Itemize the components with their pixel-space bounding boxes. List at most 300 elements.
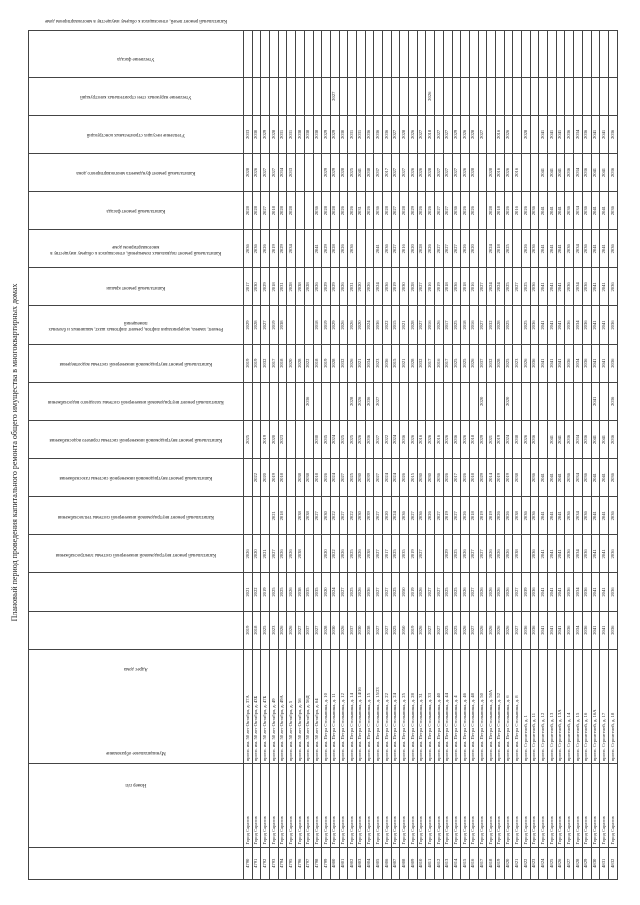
row-address: просп. им. Петра Столыпина, д. 24 bbox=[391, 649, 400, 763]
row-year-cell: 2041 bbox=[600, 611, 609, 649]
row-year-cell: 2041 bbox=[313, 230, 322, 268]
row-year-cell bbox=[287, 497, 296, 535]
header-work-10: Капитальный ремонт фундамента многоквартирного дома bbox=[29, 230, 244, 268]
table-row bbox=[417, 31, 426, 880]
row-year-cell: 2028 bbox=[400, 192, 409, 230]
row-year-cell: 2027 bbox=[513, 573, 522, 611]
row-year-cell: 2041 bbox=[600, 459, 609, 497]
row-year-cell: 2024 bbox=[330, 573, 339, 611]
row-address: просп. им. Петра Столыпина, д. 50А bbox=[487, 649, 496, 763]
row-year-cell: 2026 bbox=[487, 535, 496, 573]
row-year-cell bbox=[296, 31, 305, 78]
row-year-cell: 2025 bbox=[391, 611, 400, 649]
row-number: 4795 bbox=[287, 847, 296, 879]
row-year-cell: 2041 bbox=[556, 192, 565, 230]
row-year-cell bbox=[391, 31, 400, 78]
header-address: Адрес дома bbox=[29, 649, 244, 763]
row-year-cell bbox=[244, 77, 253, 115]
header-work-4: Капитальный ремонт внутридомовой инженерной системы холодного водоснабжения bbox=[29, 459, 244, 497]
row-year-cell: 2022 bbox=[383, 420, 392, 458]
row-year-cell: 2029 bbox=[443, 535, 452, 573]
row-year-cell: 2027 bbox=[339, 573, 348, 611]
row-municipality: Город Саратов bbox=[504, 764, 513, 847]
row-year-cell bbox=[548, 382, 557, 420]
row-year-cell: 2036 bbox=[608, 306, 617, 344]
row-year-cell: 2026 bbox=[495, 573, 504, 611]
table-body bbox=[244, 31, 618, 880]
row-year-cell: 2018 bbox=[495, 230, 504, 268]
row-year-cell: 2036 bbox=[608, 153, 617, 191]
row-year-cell: 2026 bbox=[495, 497, 504, 535]
row-year-cell: 2025 bbox=[244, 420, 253, 458]
row-year-cell: 2026 bbox=[278, 611, 287, 649]
row-address: просп. им. Петра Столыпина, д. 22 bbox=[383, 649, 392, 763]
row-year-cell: 2026 bbox=[348, 306, 357, 344]
row-year-cell: 2036 bbox=[522, 611, 531, 649]
row-year-cell: 2018 bbox=[469, 420, 478, 458]
row-address: просп. им. Петра Столыпина, д. 6 bbox=[504, 649, 513, 763]
row-year-cell: 2026 bbox=[504, 535, 513, 573]
row-year-cell: 2036 bbox=[582, 535, 591, 573]
table-row bbox=[304, 31, 313, 880]
row-year-cell bbox=[356, 31, 365, 78]
row-year-cell: 2036 bbox=[565, 420, 574, 458]
row-year-cell: 2015 bbox=[391, 306, 400, 344]
row-year-cell: 2026 bbox=[487, 573, 496, 611]
row-year-cell: 2041 bbox=[591, 306, 600, 344]
row-year-cell: 2016 bbox=[417, 420, 426, 458]
row-year-cell: 2026 bbox=[461, 153, 470, 191]
row-year-cell: 2016 bbox=[469, 306, 478, 344]
row-year-cell bbox=[304, 192, 313, 230]
row-year-cell: 2017 bbox=[443, 344, 452, 382]
row-year-cell: 2041 bbox=[539, 230, 548, 268]
row-year-cell: 2039 bbox=[365, 497, 374, 535]
row-year-cell: 2035 bbox=[400, 535, 409, 573]
row-number: 4797 bbox=[304, 847, 313, 879]
row-year-cell: 2027 bbox=[478, 535, 487, 573]
header-work-1: Капитальный ремонт внутридомовой инженерной системы теплоснабжения bbox=[29, 573, 244, 611]
row-year-cell: 2026 bbox=[400, 459, 409, 497]
row-year-cell bbox=[365, 230, 374, 268]
row-number: 4822 bbox=[522, 847, 531, 879]
row-year-cell: 2026 bbox=[356, 382, 365, 420]
row-year-cell: 2023 bbox=[513, 344, 522, 382]
row-year-cell: 2028 bbox=[322, 611, 331, 649]
row-number: 4814 bbox=[452, 847, 461, 879]
row-year-cell: 2036 bbox=[565, 115, 574, 153]
row-year-cell: 2027 bbox=[452, 153, 461, 191]
row-year-cell: 2026 bbox=[348, 192, 357, 230]
row-year-cell bbox=[348, 77, 357, 115]
row-year-cell: 2041 bbox=[556, 611, 565, 649]
header-num: Номер п/п bbox=[29, 847, 244, 879]
header-work-0: Капитальный ремонт внутридомовой инженерной системы электроснабжения bbox=[29, 611, 244, 649]
row-year-cell bbox=[261, 77, 270, 115]
table-row bbox=[539, 31, 548, 880]
row-year-cell bbox=[339, 31, 348, 78]
row-year-cell: 2041 bbox=[548, 344, 557, 382]
row-year-cell: 2041 bbox=[539, 192, 548, 230]
row-year-cell: 2022 bbox=[330, 535, 339, 573]
row-year-cell: 2026 bbox=[478, 611, 487, 649]
row-year-cell: 2036 bbox=[565, 535, 574, 573]
row-number: 4796 bbox=[296, 847, 305, 879]
row-year-cell: 2041 bbox=[539, 459, 548, 497]
header-work-11: Утепление несущих строительных конструкций bbox=[29, 192, 244, 230]
row-municipality: Город Саратов bbox=[461, 764, 470, 847]
row-year-cell: 2041 bbox=[556, 306, 565, 344]
row-year-cell: 2027 bbox=[391, 153, 400, 191]
row-year-cell: 2041 bbox=[556, 573, 565, 611]
row-year-cell: 2021 bbox=[400, 344, 409, 382]
table-row bbox=[443, 31, 452, 880]
table-row bbox=[504, 31, 513, 880]
row-year-cell bbox=[495, 77, 504, 115]
row-year-cell: 2032 bbox=[487, 344, 496, 382]
row-year-cell: 2020 bbox=[356, 306, 365, 344]
row-year-cell bbox=[513, 77, 522, 115]
row-year-cell: 2036 bbox=[582, 306, 591, 344]
row-year-cell: 2036 bbox=[244, 230, 253, 268]
row-municipality: Город Саратов bbox=[539, 764, 548, 847]
row-year-cell bbox=[287, 382, 296, 420]
row-year-cell bbox=[261, 31, 270, 78]
row-year-cell: 2026 bbox=[339, 535, 348, 573]
row-year-cell: 2030 bbox=[356, 459, 365, 497]
row-year-cell: 2028 bbox=[244, 153, 253, 191]
row-year-cell: 2038 bbox=[365, 611, 374, 649]
row-year-cell: 2026 bbox=[252, 153, 261, 191]
row-year-cell: 2028 bbox=[409, 306, 418, 344]
row-year-cell bbox=[383, 31, 392, 78]
row-number: 4818 bbox=[487, 847, 496, 879]
row-number: 4816 bbox=[469, 847, 478, 879]
row-year-cell: 2018 bbox=[278, 497, 287, 535]
row-year-cell: 2027 bbox=[469, 611, 478, 649]
row-year-cell bbox=[478, 192, 487, 230]
row-year-cell: 2036 bbox=[365, 573, 374, 611]
header-work-12: Утепление наружных стен строительных конструкций bbox=[29, 153, 244, 191]
row-address: просп. Строителей, д. 13А bbox=[556, 649, 565, 763]
row-year-cell: 2038 bbox=[313, 115, 322, 153]
row-year-cell: 2017 bbox=[383, 153, 392, 191]
row-year-cell: 2026 bbox=[504, 192, 513, 230]
row-year-cell: 2032 bbox=[261, 344, 270, 382]
row-year-cell bbox=[304, 153, 313, 191]
row-year-cell: 2016 bbox=[513, 153, 522, 191]
row-year-cell bbox=[495, 382, 504, 420]
row-year-cell: 2041 bbox=[548, 420, 557, 458]
row-year-cell: 2041 bbox=[591, 573, 600, 611]
row-year-cell: 2027 bbox=[426, 573, 435, 611]
row-address: просп. Строителей, д. 18 bbox=[608, 649, 617, 763]
row-year-cell: 2025 bbox=[461, 344, 470, 382]
table-row bbox=[383, 31, 392, 880]
row-year-cell bbox=[252, 31, 261, 78]
row-municipality: Город Саратов bbox=[391, 764, 400, 847]
row-year-cell: 2022 bbox=[252, 459, 261, 497]
row-year-cell: 2029 bbox=[330, 115, 339, 153]
row-year-cell: 2026 bbox=[339, 306, 348, 344]
row-address: просп. им. Петра Столыпина, д. 25 bbox=[400, 649, 409, 763]
row-year-cell: 2041 bbox=[548, 115, 557, 153]
row-address: просп. им. Петра Столыпина, д. 31 bbox=[417, 649, 426, 763]
row-address: просп. им. Петра Столыпина, д. 44 bbox=[443, 649, 452, 763]
row-year-cell: 2035 bbox=[322, 420, 331, 458]
row-year-cell: 2026 bbox=[469, 344, 478, 382]
row-year-cell: 2027 bbox=[478, 306, 487, 344]
row-number: 4802 bbox=[348, 847, 357, 879]
row-number: 4809 bbox=[409, 847, 418, 879]
row-year-cell: 2028 bbox=[487, 192, 496, 230]
row-year-cell: 2026 bbox=[461, 192, 470, 230]
row-year-cell: 2036 bbox=[383, 344, 392, 382]
row-year-cell: 2019 bbox=[322, 344, 331, 382]
row-municipality: Город Саратов bbox=[400, 764, 409, 847]
table-row bbox=[339, 31, 348, 880]
row-year-cell bbox=[574, 77, 583, 115]
row-year-cell: 2026 bbox=[339, 611, 348, 649]
table-row bbox=[452, 31, 461, 880]
row-year-cell bbox=[487, 115, 496, 153]
row-year-cell: 2029 bbox=[478, 420, 487, 458]
header-work-7: Капитальный ремонт крыши bbox=[29, 344, 244, 382]
row-year-cell: 2026 bbox=[409, 153, 418, 191]
row-year-cell: 2019 bbox=[409, 535, 418, 573]
row-municipality: Город Саратов bbox=[426, 764, 435, 847]
row-year-cell: 2026 bbox=[522, 192, 531, 230]
row-municipality: Город Саратов bbox=[608, 764, 617, 847]
row-address: просп. Строителей, д. 15 bbox=[574, 649, 583, 763]
row-year-cell: 2021 bbox=[270, 497, 279, 535]
row-municipality: Город Саратов bbox=[582, 764, 591, 847]
row-year-cell: 2034 bbox=[574, 497, 583, 535]
row-year-cell: 2026 bbox=[443, 420, 452, 458]
row-year-cell: 2016 bbox=[400, 230, 409, 268]
row-year-cell: 2018 bbox=[270, 192, 279, 230]
header-work-3: Капитальный ремонт внутридомовой инженерной системы горячего водоснабжения bbox=[29, 497, 244, 535]
row-year-cell bbox=[522, 382, 531, 420]
row-number: 4799 bbox=[322, 847, 331, 879]
row-year-cell: 2036 bbox=[608, 497, 617, 535]
row-municipality: Город Саратов bbox=[287, 764, 296, 847]
row-year-cell bbox=[565, 31, 574, 78]
row-year-cell: 2029 bbox=[322, 153, 331, 191]
row-year-cell bbox=[270, 31, 279, 78]
row-year-cell bbox=[356, 230, 365, 268]
row-year-cell: 2025 bbox=[391, 573, 400, 611]
row-year-cell bbox=[469, 77, 478, 115]
row-year-cell: 2024 bbox=[504, 420, 513, 458]
row-year-cell: 2021 bbox=[261, 535, 270, 573]
row-year-cell bbox=[296, 420, 305, 458]
row-year-cell: 2027 bbox=[435, 115, 444, 153]
row-number: 4821 bbox=[513, 847, 522, 879]
row-year-cell bbox=[270, 382, 279, 420]
row-year-cell: 2034 bbox=[574, 115, 583, 153]
table-row bbox=[391, 31, 400, 880]
row-year-cell: 2027 bbox=[513, 268, 522, 306]
row-address: просп. им. Петра Столыпина, д. 15 bbox=[365, 649, 374, 763]
row-year-cell: 2025 bbox=[443, 611, 452, 649]
row-year-cell: 2041 bbox=[539, 268, 548, 306]
row-year-cell: 2041 bbox=[600, 230, 609, 268]
row-year-cell bbox=[400, 382, 409, 420]
row-year-cell: 2025 bbox=[348, 153, 357, 191]
row-year-cell: 2028 bbox=[330, 344, 339, 382]
row-year-cell: 2024 bbox=[383, 459, 392, 497]
row-number: 4832 bbox=[608, 847, 617, 879]
row-address: просп. Строителей, д. 13 bbox=[548, 649, 557, 763]
row-municipality: Город Саратов bbox=[443, 764, 452, 847]
row-year-cell bbox=[582, 31, 591, 78]
row-address: просп. Строителей, д. 16 bbox=[582, 649, 591, 763]
row-year-cell: 2041 bbox=[556, 497, 565, 535]
row-year-cell: 2018 bbox=[426, 115, 435, 153]
row-year-cell bbox=[582, 77, 591, 115]
row-year-cell bbox=[287, 306, 296, 344]
row-year-cell: 2027 bbox=[469, 573, 478, 611]
row-year-cell: 2025 bbox=[522, 268, 531, 306]
row-year-cell: 2020 bbox=[504, 382, 513, 420]
row-year-cell: 2020 bbox=[261, 459, 270, 497]
row-year-cell: 2016 bbox=[513, 192, 522, 230]
row-year-cell bbox=[252, 77, 261, 115]
row-year-cell: 2026 bbox=[478, 573, 487, 611]
row-number: 4798 bbox=[313, 847, 322, 879]
row-year-cell bbox=[461, 31, 470, 78]
row-year-cell: 2019 bbox=[409, 573, 418, 611]
row-year-cell: 2036 bbox=[608, 420, 617, 458]
row-year-cell: 2022 bbox=[330, 497, 339, 535]
row-year-cell: 2034 bbox=[574, 611, 583, 649]
row-year-cell bbox=[313, 535, 322, 573]
row-year-cell: 2028 bbox=[383, 192, 392, 230]
row-year-cell bbox=[608, 77, 617, 115]
row-year-cell bbox=[530, 77, 539, 115]
header-row bbox=[29, 31, 244, 880]
row-year-cell: 2038 bbox=[365, 153, 374, 191]
row-year-cell: 2037 bbox=[478, 344, 487, 382]
row-year-cell: 2036 bbox=[452, 268, 461, 306]
row-number: 4815 bbox=[461, 847, 470, 879]
row-year-cell bbox=[452, 31, 461, 78]
row-year-cell: 2041 bbox=[356, 153, 365, 191]
row-address: просп. Строителей, д. 17 bbox=[600, 649, 609, 763]
row-year-cell: 2033 bbox=[287, 153, 296, 191]
row-year-cell: 2036 bbox=[313, 192, 322, 230]
row-municipality: Город Саратов bbox=[530, 764, 539, 847]
row-year-cell: 2019 bbox=[487, 497, 496, 535]
row-year-cell: 2027 bbox=[443, 153, 452, 191]
row-year-cell: 2022 bbox=[304, 344, 313, 382]
row-year-cell bbox=[591, 31, 600, 78]
row-municipality: Город Саратов bbox=[574, 764, 583, 847]
row-year-cell: 2026 bbox=[356, 573, 365, 611]
row-year-cell bbox=[296, 306, 305, 344]
row-year-cell: 2041 bbox=[591, 192, 600, 230]
row-year-cell: 2036 bbox=[565, 230, 574, 268]
table-row bbox=[461, 31, 470, 880]
row-year-cell: 2028 bbox=[348, 382, 357, 420]
row-year-cell: 2018 bbox=[252, 611, 261, 649]
row-year-cell: 2037 bbox=[304, 611, 313, 649]
row-year-cell: 2025 bbox=[443, 573, 452, 611]
row-year-cell bbox=[296, 192, 305, 230]
row-year-cell: 2020 bbox=[322, 535, 331, 573]
row-year-cell: 2041 bbox=[548, 611, 557, 649]
row-municipality: Город Саратов bbox=[452, 764, 461, 847]
row-address: просп. им. Петра Столыпина, д. 4 bbox=[452, 649, 461, 763]
row-year-cell: 2029 bbox=[244, 306, 253, 344]
row-year-cell: 2036 bbox=[608, 344, 617, 382]
row-municipality: Город Саратов bbox=[304, 764, 313, 847]
row-year-cell bbox=[244, 497, 253, 535]
row-year-cell: 2027 bbox=[435, 230, 444, 268]
row-address: просп. им. Петра Столыпина, д. 14 bbox=[348, 649, 357, 763]
row-year-cell: 2034 bbox=[574, 230, 583, 268]
row-year-cell: 2031 bbox=[356, 115, 365, 153]
row-year-cell: 2028 bbox=[296, 344, 305, 382]
row-year-cell: 2026 bbox=[461, 459, 470, 497]
row-year-cell: 2028 bbox=[469, 153, 478, 191]
row-year-cell: 2035 bbox=[313, 573, 322, 611]
row-year-cell: 2028 bbox=[287, 192, 296, 230]
row-year-cell: 2025 bbox=[452, 611, 461, 649]
row-year-cell bbox=[304, 306, 313, 344]
row-year-cell bbox=[244, 31, 253, 78]
row-year-cell: 2041 bbox=[591, 153, 600, 191]
row-number: 4794 bbox=[278, 847, 287, 879]
row-year-cell: 2027 bbox=[469, 535, 478, 573]
row-year-cell: 2026 bbox=[426, 77, 435, 115]
row-year-cell: 2038 bbox=[513, 459, 522, 497]
row-year-cell: 2025 bbox=[504, 306, 513, 344]
row-year-cell: 2026 bbox=[469, 192, 478, 230]
row-year-cell: 2026 bbox=[339, 268, 348, 306]
row-year-cell: 2029 bbox=[278, 230, 287, 268]
row-year-cell: 2041 bbox=[591, 382, 600, 420]
row-year-cell: 2027 bbox=[452, 497, 461, 535]
row-year-cell: 2019 bbox=[495, 459, 504, 497]
row-year-cell: 2026 bbox=[339, 230, 348, 268]
row-address: просп. им. Петра Столыпина, д. 12 bbox=[339, 649, 348, 763]
row-year-cell: 2036 bbox=[374, 192, 383, 230]
row-number: 4813 bbox=[443, 847, 452, 879]
row-address: просп. им. Петра Столыпина, д. 14/16 bbox=[356, 649, 365, 763]
row-year-cell: 2022 bbox=[383, 306, 392, 344]
row-year-cell: 2019 bbox=[409, 611, 418, 649]
header-work-13: Утепление фасада bbox=[29, 115, 244, 153]
row-year-cell: 2026 bbox=[261, 230, 270, 268]
row-year-cell: 2036 bbox=[530, 573, 539, 611]
row-number: 4791 bbox=[252, 847, 261, 879]
row-year-cell: 2024 bbox=[374, 268, 383, 306]
row-year-cell bbox=[296, 382, 305, 420]
row-year-cell: 2030 bbox=[356, 497, 365, 535]
row-year-cell: 2038 bbox=[296, 459, 305, 497]
row-year-cell bbox=[339, 77, 348, 115]
row-year-cell: 2020 bbox=[356, 268, 365, 306]
row-year-cell: 2028 bbox=[330, 192, 339, 230]
row-year-cell: 2025 bbox=[278, 573, 287, 611]
row-number: 4793 bbox=[270, 847, 279, 879]
row-year-cell: 2041 bbox=[600, 192, 609, 230]
row-year-cell: 2029 bbox=[261, 268, 270, 306]
row-year-cell: 2017 bbox=[443, 306, 452, 344]
row-year-cell: 2041 bbox=[600, 535, 609, 573]
